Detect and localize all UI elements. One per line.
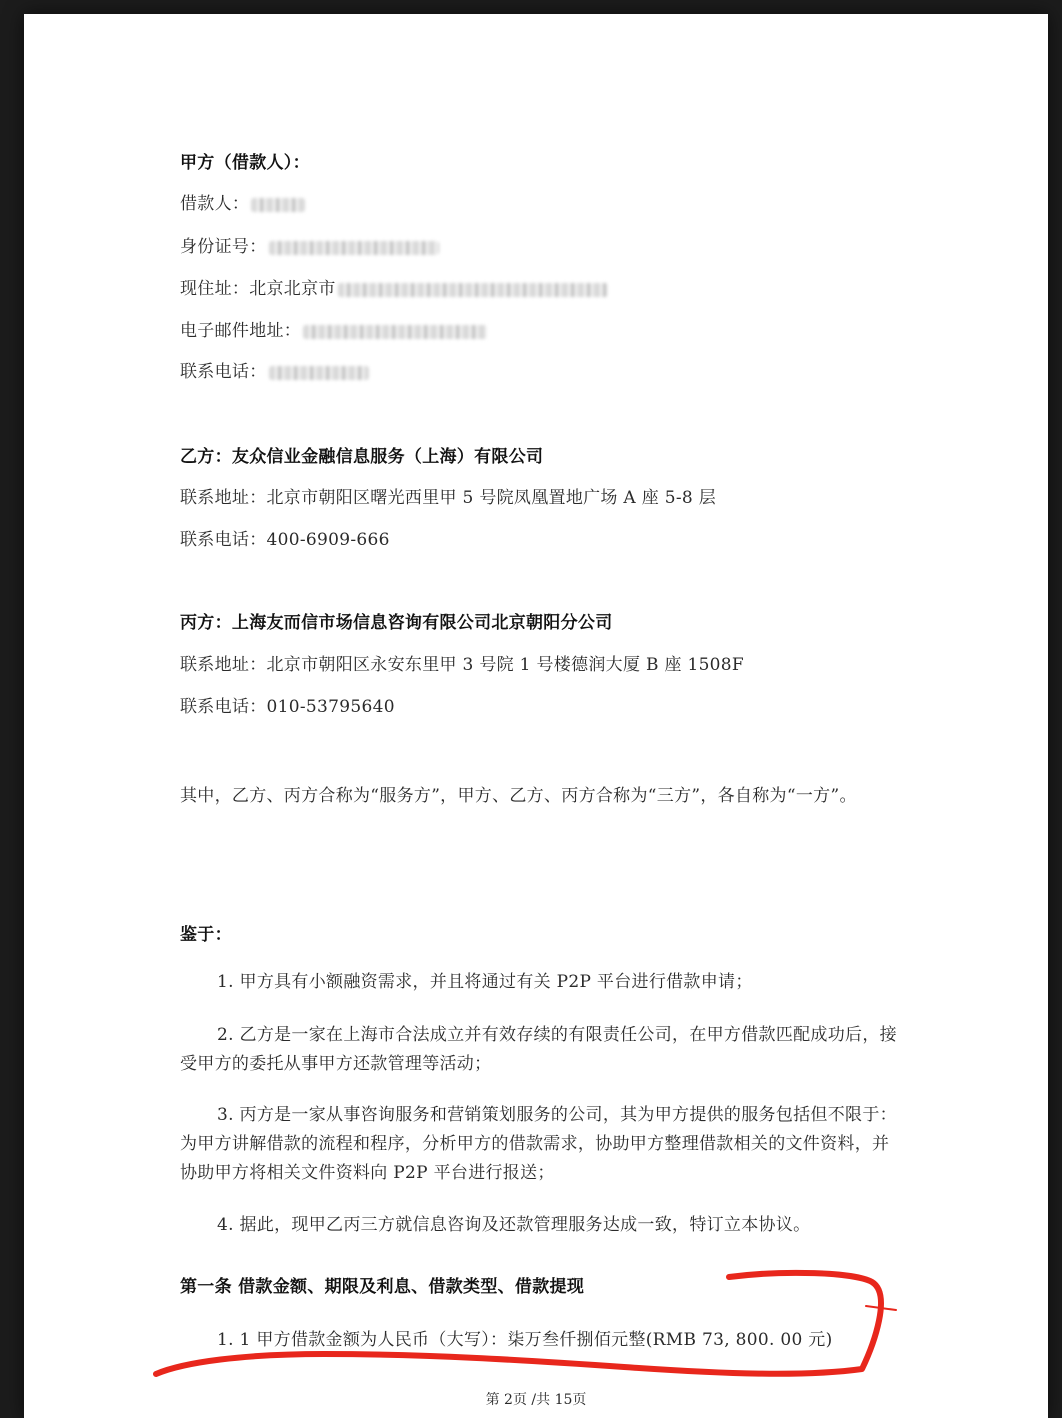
redacted-email (303, 325, 487, 339)
whereas-item-4 (180, 1211, 900, 1240)
party-c-address: 联系地址：北京市朝阳区永安东里甲 3 号院 1 号楼德润大厦 B 座 1508F (180, 655, 745, 675)
red-annotation-underline (24, 14, 1048, 1418)
address-label: 现住址： (180, 279, 250, 299)
document-page (24, 14, 1048, 1418)
whereas-item-1-text: 1. 甲方具有小额融资需求，并且将通过有关 P2P 平台进行借款申请； (217, 972, 753, 992)
phone-row (180, 357, 369, 382)
whereas-item-1 (180, 968, 900, 997)
whereas-item-2 (180, 1021, 900, 1079)
party-c-phone: 联系电话：010-53795640 (180, 697, 395, 717)
redacted-id (269, 241, 439, 255)
address-prefix: 北京北京市 (249, 279, 336, 299)
redacted-phone (269, 366, 369, 380)
whereas-item-2-text: 2. 乙方是一家在上海市合法成立并有效存续的有限责任公司，在甲方借款匹配成功后，接受甲方的委托从事甲方还款管理等活动； (180, 1025, 897, 1074)
party-b-phone: 联系电话：400-6909-666 (180, 530, 390, 550)
redacted-address (338, 283, 608, 297)
email-row (180, 316, 487, 341)
page-footer: 第 2页 /共 15页 (485, 1392, 587, 1408)
party-a-heading: 甲方（借款人）： (180, 153, 310, 173)
borrower-row (180, 189, 305, 214)
definition-paragraph: 其中，乙方、丙方合称为“服务方”，甲方、乙方、丙方合称为“三方”，各自称为“一方”。 (180, 786, 857, 806)
whereas-item-4-text: 4. 据此，现甲乙丙三方就信息咨询及还款管理服务达成一致，特订立本协议。 (217, 1215, 811, 1235)
phone-label: 联系电话： (180, 362, 267, 382)
whereas-heading: 鉴于： (180, 925, 232, 945)
annotation-tick (866, 1306, 896, 1310)
party-b-heading: 乙方：友众信业金融信息服务（上海）有限公司 (180, 447, 544, 467)
id-label: 身份证号： (180, 237, 267, 257)
address-row (180, 274, 608, 299)
party-b-address: 联系地址：北京市朝阳区曙光西里甲 5 号院凤凰置地广场 A 座 5-8 层 (180, 488, 716, 508)
whereas-item-3 (180, 1101, 900, 1188)
party-c-heading: 丙方：上海友而信市场信息咨询有限公司北京朝阳分公司 (180, 613, 613, 633)
whereas-item-3-text: 3. 丙方是一家从事咨询服务和营销策划服务的公司，其为甲方提供的服务包括但不限于：为甲方讲解借款的流程和程序，分析甲方的借款需求，协助甲方整理借款相关的文件资料，并协助甲方将相关文件资料向 P2P 平台进行报送； (180, 1105, 897, 1183)
id-row (180, 232, 439, 257)
redacted-name (251, 198, 305, 212)
email-label: 电子邮件地址： (180, 321, 302, 341)
article-1-heading: 第一条 借款金额、期限及利息、借款类型、借款提现 (180, 1277, 585, 1297)
article-1-clause-1: 1. 1 甲方借款金额为人民币（大写）：柒万叁仟捌佰元整(RMB 73, 800. 00 元) (217, 1330, 833, 1350)
borrower-label: 借款人： (180, 194, 250, 214)
